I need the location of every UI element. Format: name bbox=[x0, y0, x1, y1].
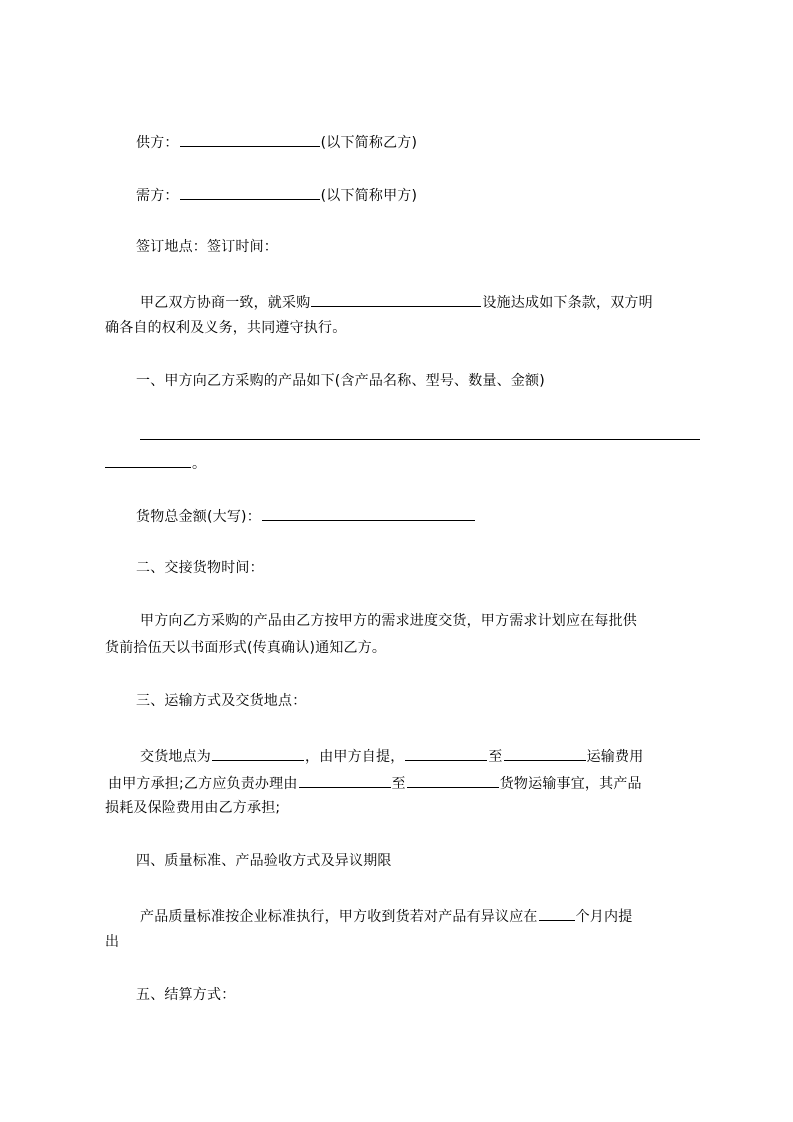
s3-l1-d: 运输费用 bbox=[586, 749, 644, 765]
section1-blank-line-1 bbox=[140, 439, 700, 440]
section2-title: 二、交接货物时间： bbox=[136, 560, 264, 576]
intro-blank bbox=[311, 291, 481, 307]
section2-line-1: 甲方向乙方采购的产品由乙方按甲方的需求进度交货，甲方需求计划应在每批供 bbox=[140, 613, 637, 629]
supplier-suffix: (以下简称乙方) bbox=[320, 135, 418, 151]
section4-title: 四、质量标准、产品验收方式及异议期限 bbox=[136, 853, 392, 869]
s3-l2-a: 由甲方承担;乙方应负责办理由 bbox=[108, 776, 298, 792]
pickup-to-blank bbox=[504, 745, 586, 761]
s3-l1-a: 交货地点为 bbox=[140, 749, 211, 765]
total-label: 货物总金额(大写)： bbox=[136, 509, 261, 525]
s3-l2-c: 货物运输事宜，其产品 bbox=[499, 776, 642, 792]
supplier-line bbox=[136, 131, 417, 151]
section2-line-2: 货前拾伍天以书面形式(传真确认)通知乙方。 bbox=[105, 640, 387, 656]
place-time-line: 签订地点：签订时间： bbox=[136, 239, 278, 255]
transport-from-blank bbox=[299, 772, 391, 788]
supplier-blank bbox=[180, 131, 320, 147]
section3-line-1 bbox=[140, 745, 643, 765]
transport-to-blank bbox=[407, 772, 499, 788]
section3-line-2 bbox=[108, 772, 642, 792]
buyer-suffix: (以下简称甲方) bbox=[320, 188, 418, 204]
section1-line-2 bbox=[105, 452, 206, 472]
section1-blank-line-2 bbox=[105, 452, 191, 468]
s4-l1-a: 产品质量标准按企业标准执行，甲方收到货若对产品有异议应在 bbox=[140, 909, 538, 925]
section3-line-3: 损耗及保险费用由乙方承担; bbox=[105, 800, 281, 816]
total-blank bbox=[262, 505, 475, 521]
pickup-from-blank bbox=[405, 745, 487, 761]
intro-line-2: 确各自的权利及义务，共同遵守执行。 bbox=[105, 320, 347, 336]
intro-part2: 设施达成如下条款，双方明 bbox=[482, 295, 653, 311]
s3-l2-b: 至 bbox=[391, 776, 406, 792]
section3-title: 三、运输方式及交货地点： bbox=[136, 693, 307, 709]
buyer-label: 需方： bbox=[136, 188, 179, 204]
section4-line-1 bbox=[140, 905, 632, 925]
intro-line-1 bbox=[140, 291, 653, 311]
section1-end: 。 bbox=[192, 456, 207, 472]
intro-part1: 甲乙双方协商一致，就采购 bbox=[140, 295, 311, 311]
supplier-label: 供方： bbox=[136, 135, 179, 151]
delivery-place-blank bbox=[212, 745, 304, 761]
section5-title: 五、结算方式： bbox=[136, 987, 236, 1003]
total-line bbox=[136, 505, 476, 525]
section4-line-2: 出 bbox=[105, 934, 120, 950]
objection-months-blank bbox=[539, 905, 575, 921]
s4-l1-b: 个月内提 bbox=[575, 909, 633, 925]
s3-l1-b: ，由甲方自提， bbox=[305, 749, 405, 765]
s3-l1-c: 至 bbox=[488, 749, 503, 765]
buyer-blank bbox=[180, 184, 320, 200]
buyer-line bbox=[136, 184, 417, 204]
section1-title: 一、甲方向乙方采购的产品如下(含产品名称、型号、数量、金额) bbox=[136, 373, 545, 389]
